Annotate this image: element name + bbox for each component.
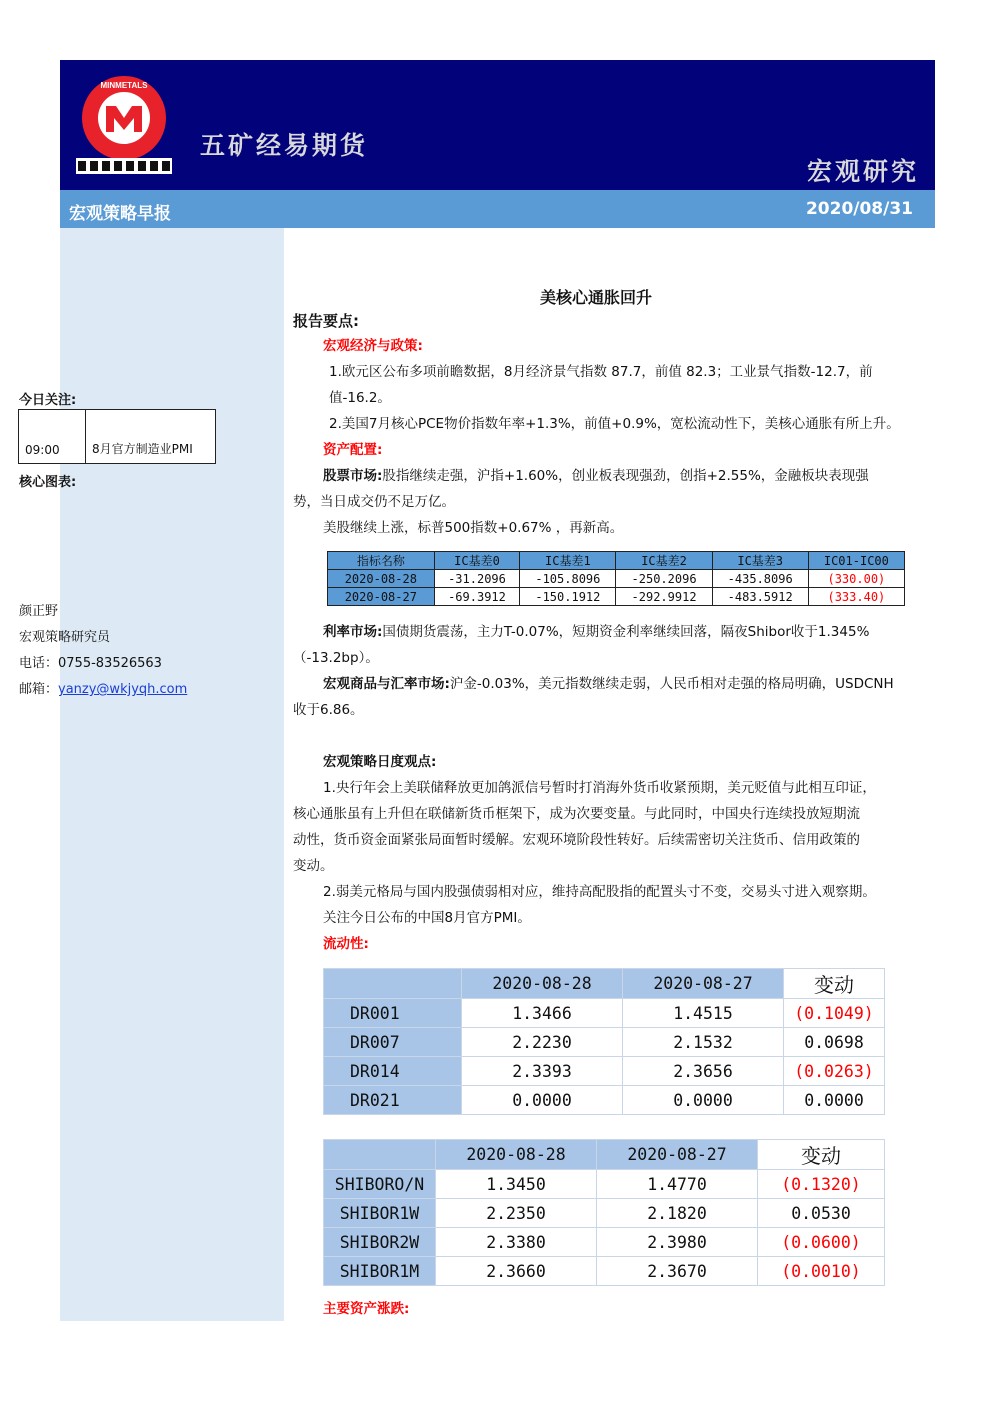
analyst-phone: 电话：0755-83526563 xyxy=(19,656,162,671)
dr-header-cell: 2020-08-28 xyxy=(462,969,623,999)
report-title: 美核心通胀回升 xyxy=(540,288,653,307)
table-row xyxy=(324,1057,885,1086)
dr-label-cell: DR021 xyxy=(324,1086,462,1115)
macro-point-1-line1: 1.欧元区公布多项前瞻数据，8月经济景气指数 87.7，前值 82.3；工业景气指数-12.7，前 xyxy=(329,364,873,380)
key-points-label: 报告要点: xyxy=(293,312,359,330)
table-row xyxy=(324,1228,885,1257)
view-1-line1: 1.央行年会上美联储释放更加鸽派信号暂时打消海外货币收紧预期，美元贬值与此相互印证， xyxy=(323,780,876,796)
dr-label-cell: DR007 xyxy=(324,1028,462,1057)
ic-cell: -483.5912 xyxy=(712,588,808,606)
ic-cell: -250.2096 xyxy=(616,570,712,588)
daily-view-label: 宏观策略日度观点: xyxy=(323,754,437,770)
dr-header-corner xyxy=(324,969,462,999)
dr-label-cell: DR014 xyxy=(324,1057,462,1086)
shibor-cell: 1.3450 xyxy=(436,1170,597,1199)
rates-text-1: 国债期货震荡，主力T-0.07%，短期资金利率继续回落，隔夜Shibor收于1.345% xyxy=(382,624,870,640)
core-chart-label: 核心图表: xyxy=(19,475,77,490)
analyst-title: 宏观策略研究员 xyxy=(19,630,111,645)
dr-change-cell: (0.1049) xyxy=(784,999,885,1028)
rates-line-2: （-13.2bp）。 xyxy=(293,650,379,666)
macro-point-1-line2: 值-16.2。 xyxy=(329,390,391,406)
shibor-header-change: 变动 xyxy=(758,1140,885,1170)
equity-text-1: 股指继续走强，沪指+1.60%，创业板表现强劲，创指+2.55%，金融板块表现强 xyxy=(382,468,869,484)
today-focus-table xyxy=(18,409,216,464)
ic-header-cell: IC01-IC00 xyxy=(808,552,904,570)
report-date: 2020/08/31 xyxy=(805,199,913,219)
rates-line-1 xyxy=(323,619,869,645)
dr-cell: 0.0000 xyxy=(623,1086,784,1115)
view-1-line4: 变动。 xyxy=(293,858,334,874)
ic-header-cell: 指标名称 xyxy=(328,552,435,570)
shibor-header-cell: 2020-08-28 xyxy=(436,1140,597,1170)
shibor-label-cell: SHIBOR2W xyxy=(324,1228,436,1257)
ic-cell: -435.8096 xyxy=(712,570,808,588)
focus-event: 8月官方制造业PMI xyxy=(86,410,216,464)
shibor-change-cell: (0.0600) xyxy=(758,1228,885,1257)
view-2-line2: 关注今日公布的中国8月官方PMI。 xyxy=(323,910,531,926)
ic-spread-cell: (333.40) xyxy=(808,588,904,606)
ic-header-cell: IC基差1 xyxy=(520,552,616,570)
dr-header-row xyxy=(324,969,885,999)
shibor-cell: 2.2350 xyxy=(436,1199,597,1228)
table-row xyxy=(324,1028,885,1057)
table-row xyxy=(324,999,885,1028)
dr-change-cell: 0.0698 xyxy=(784,1028,885,1057)
shibor-cell: 1.4770 xyxy=(597,1170,758,1199)
ic-table-header-row xyxy=(328,552,905,570)
dr-cell: 2.3656 xyxy=(623,1057,784,1086)
shibor-label-cell: SHIBORO/N xyxy=(324,1170,436,1199)
fx-label: 宏观商品与汇率市场: xyxy=(323,676,450,692)
dr-header-change: 变动 xyxy=(784,969,885,999)
ic-header-cell: IC基差0 xyxy=(434,552,520,570)
us-equity-text: 美股继续上涨，标普500指数+0.67% ，再新高。 xyxy=(323,520,624,536)
dr-cell: 2.3393 xyxy=(462,1057,623,1086)
shibor-header-row xyxy=(324,1140,885,1170)
shibor-label-cell: SHIBOR1M xyxy=(324,1257,436,1286)
macro-point-2: 2.美国7月核心PCE物价指数年率+1.3%，前值+0.9%，宽松流动性下，美核心通胀有所上升。 xyxy=(329,416,900,432)
report-type: 宏观策略早报 xyxy=(69,204,171,224)
dr-rates-table xyxy=(323,968,885,1115)
table-row xyxy=(328,588,905,606)
dr-cell: 1.4515 xyxy=(623,999,784,1028)
liquidity-label: 流动性: xyxy=(323,936,369,952)
table-row xyxy=(324,1199,885,1228)
shibor-header-cell: 2020-08-27 xyxy=(597,1140,758,1170)
report-subbar xyxy=(60,190,935,228)
dr-cell: 1.3466 xyxy=(462,999,623,1028)
shibor-cell: 2.3380 xyxy=(436,1228,597,1257)
fx-line-2: 收于6.86。 xyxy=(293,702,364,718)
equity-label: 股票市场: xyxy=(323,468,383,484)
ic-cell: -31.2096 xyxy=(434,570,520,588)
major-assets-label: 主要资产涨跌: xyxy=(323,1301,410,1317)
equity-line-1 xyxy=(323,463,869,489)
table-row xyxy=(324,1257,885,1286)
dr-change-cell: (0.0263) xyxy=(784,1057,885,1086)
shibor-cell: 2.3660 xyxy=(436,1257,597,1286)
rates-label: 利率市场: xyxy=(323,624,383,640)
dr-cell: 2.2230 xyxy=(462,1028,623,1057)
macro-policy-label: 宏观经济与政策: xyxy=(323,338,423,354)
minmetals-logo xyxy=(76,74,172,178)
sidebar xyxy=(60,228,284,1321)
table-row xyxy=(324,1170,885,1199)
table-row xyxy=(324,1086,885,1115)
fx-line-1 xyxy=(323,671,894,697)
report-header xyxy=(60,60,935,190)
ic-date-cell: 2020-08-27 xyxy=(328,588,435,606)
view-2-line1: 2.弱美元格局与国内股强债弱相对应，维持高配股指的配置头寸不变，交易头寸进入观察期。 xyxy=(323,884,876,900)
shibor-change-cell: (0.0010) xyxy=(758,1257,885,1286)
ic-spread-cell: (330.00) xyxy=(808,570,904,588)
table-row xyxy=(328,570,905,588)
email-link[interactable]: yanzy@wkjyqh.com xyxy=(58,682,188,697)
department-title: 宏观研究 xyxy=(806,157,919,186)
shibor-rates-table xyxy=(323,1139,885,1286)
ic-cell: -150.1912 xyxy=(520,588,616,606)
view-1-line2: 核心通胀虽有上升但在联储新货币框架下，成为次要变量。与此同时，中国央行连续投放短期流 xyxy=(293,806,860,822)
fx-text-1: 沪金-0.03%，美元指数继续走弱，人民币相对走强的格局明确，USDCNH xyxy=(449,676,894,692)
ic-cell: -292.9912 xyxy=(616,588,712,606)
ic-header-cell: IC基差3 xyxy=(712,552,808,570)
shibor-cell: 2.3980 xyxy=(597,1228,758,1257)
ic-header-cell: IC基差2 xyxy=(616,552,712,570)
dr-cell: 0.0000 xyxy=(462,1086,623,1115)
view-1-line3: 动性，货币资金面紧张局面暂时缓解。宏观环境阶段性转好。后续需密切关注货币、信用政策的 xyxy=(293,832,860,848)
analyst-email-row xyxy=(19,678,187,697)
dr-header-cell: 2020-08-27 xyxy=(623,969,784,999)
email-label: 邮箱： xyxy=(19,682,59,697)
ic-cell: -105.8096 xyxy=(520,570,616,588)
focus-time: 09:00 xyxy=(19,410,86,464)
shibor-header-corner xyxy=(324,1140,436,1170)
shibor-change-cell: (0.1320) xyxy=(758,1170,885,1199)
dr-label-cell: DR001 xyxy=(324,999,462,1028)
company-name: 五矿经易期货 xyxy=(200,131,369,160)
shibor-label-cell: SHIBOR1W xyxy=(324,1199,436,1228)
equity-line-2: 势，当日成交仍不足万亿。 xyxy=(293,494,455,510)
logo-text: MINMETALS xyxy=(100,81,148,90)
asset-allocation-label: 资产配置: xyxy=(323,442,383,458)
shibor-cell: 2.1820 xyxy=(597,1199,758,1228)
ic-cell: -69.3912 xyxy=(434,588,520,606)
ic-date-cell: 2020-08-28 xyxy=(328,570,435,588)
dr-change-cell: 0.0000 xyxy=(784,1086,885,1115)
today-focus-label: 今日关注: xyxy=(19,393,77,408)
ic-basis-table xyxy=(327,551,905,606)
shibor-cell: 2.3670 xyxy=(597,1257,758,1286)
shibor-change-cell: 0.0530 xyxy=(758,1199,885,1228)
dr-cell: 2.1532 xyxy=(623,1028,784,1057)
analyst-name: 颜正野 xyxy=(19,604,59,619)
